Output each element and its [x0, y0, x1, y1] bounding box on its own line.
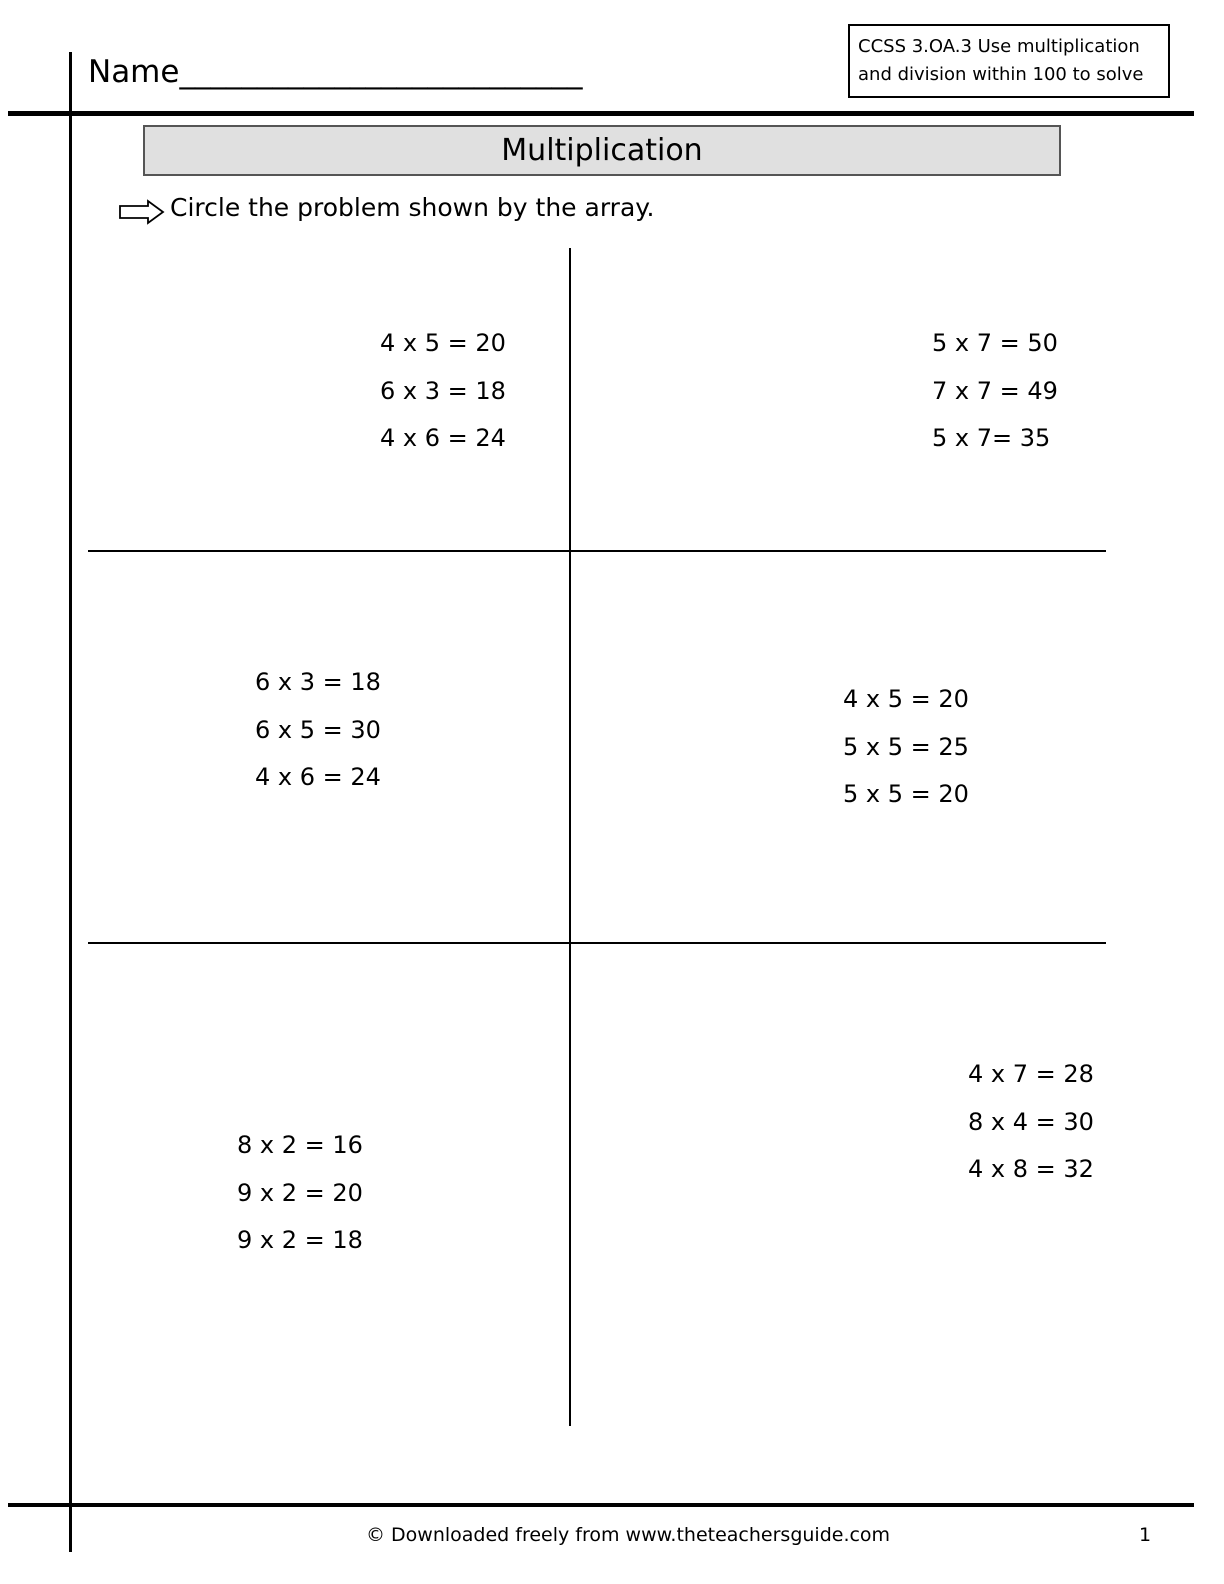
header-rule: [8, 111, 1194, 116]
right-arrow-icon: [118, 198, 166, 226]
problem-option[interactable]: 8 x 2 = 16: [237, 1131, 363, 1159]
standard-line-2: and division within 100 to solve: [858, 64, 1144, 85]
problem-set-5: [237, 1122, 363, 1265]
page-title: Multiplication: [143, 125, 1061, 176]
instruction-text: Circle the problem shown by the array.: [170, 193, 655, 222]
problem-option[interactable]: 4 x 5 = 20: [380, 329, 506, 357]
problem-option[interactable]: 7 x 7 = 49: [932, 376, 1058, 405]
problem-option[interactable]: 5 x 7= 35: [932, 424, 1051, 452]
grid-vertical-divider: [569, 248, 571, 1426]
problem-option[interactable]: 5 x 5 = 20: [843, 780, 969, 808]
page-number: 1: [1139, 1524, 1152, 1546]
problem-option[interactable]: 4 x 6 = 24: [380, 424, 506, 452]
problem-option[interactable]: 6 x 3 = 18: [380, 376, 506, 405]
problem-option[interactable]: 6 x 5 = 30: [255, 715, 381, 744]
problem-option[interactable]: 6 x 3 = 18: [255, 668, 381, 696]
problem-option[interactable]: 8 x 4 = 30: [968, 1107, 1094, 1136]
problem-set-1: [380, 320, 506, 463]
problem-option[interactable]: 4 x 6 = 24: [255, 763, 381, 791]
grid-horizontal-divider-1: [88, 550, 1106, 552]
footer-credit: © Downloaded freely from www.theteachersguide.com: [366, 1524, 891, 1546]
problem-set-2: [932, 320, 1058, 463]
left-margin-rule: [69, 52, 72, 1552]
problem-set-4: [843, 676, 969, 819]
problem-option[interactable]: 9 x 2 = 20: [237, 1178, 363, 1207]
grid-horizontal-divider-2: [88, 942, 1106, 944]
problem-option[interactable]: 9 x 2 = 18: [237, 1226, 363, 1254]
problem-option[interactable]: 4 x 8 = 32: [968, 1155, 1094, 1183]
problem-option[interactable]: 4 x 7 = 28: [968, 1060, 1094, 1088]
problem-option[interactable]: 5 x 7 = 50: [932, 329, 1058, 357]
standard-box: [848, 24, 1170, 98]
problem-set-3: [255, 659, 381, 802]
problem-option[interactable]: 4 x 5 = 20: [843, 685, 969, 713]
problem-set-6: [968, 1051, 1094, 1194]
footer-rule: [8, 1503, 1194, 1507]
standard-line-1: CCSS 3.OA.3 Use multiplication: [858, 36, 1140, 57]
problem-option[interactable]: 5 x 5 = 25: [843, 732, 969, 761]
name-field-label: Name__________________________: [88, 54, 583, 90]
